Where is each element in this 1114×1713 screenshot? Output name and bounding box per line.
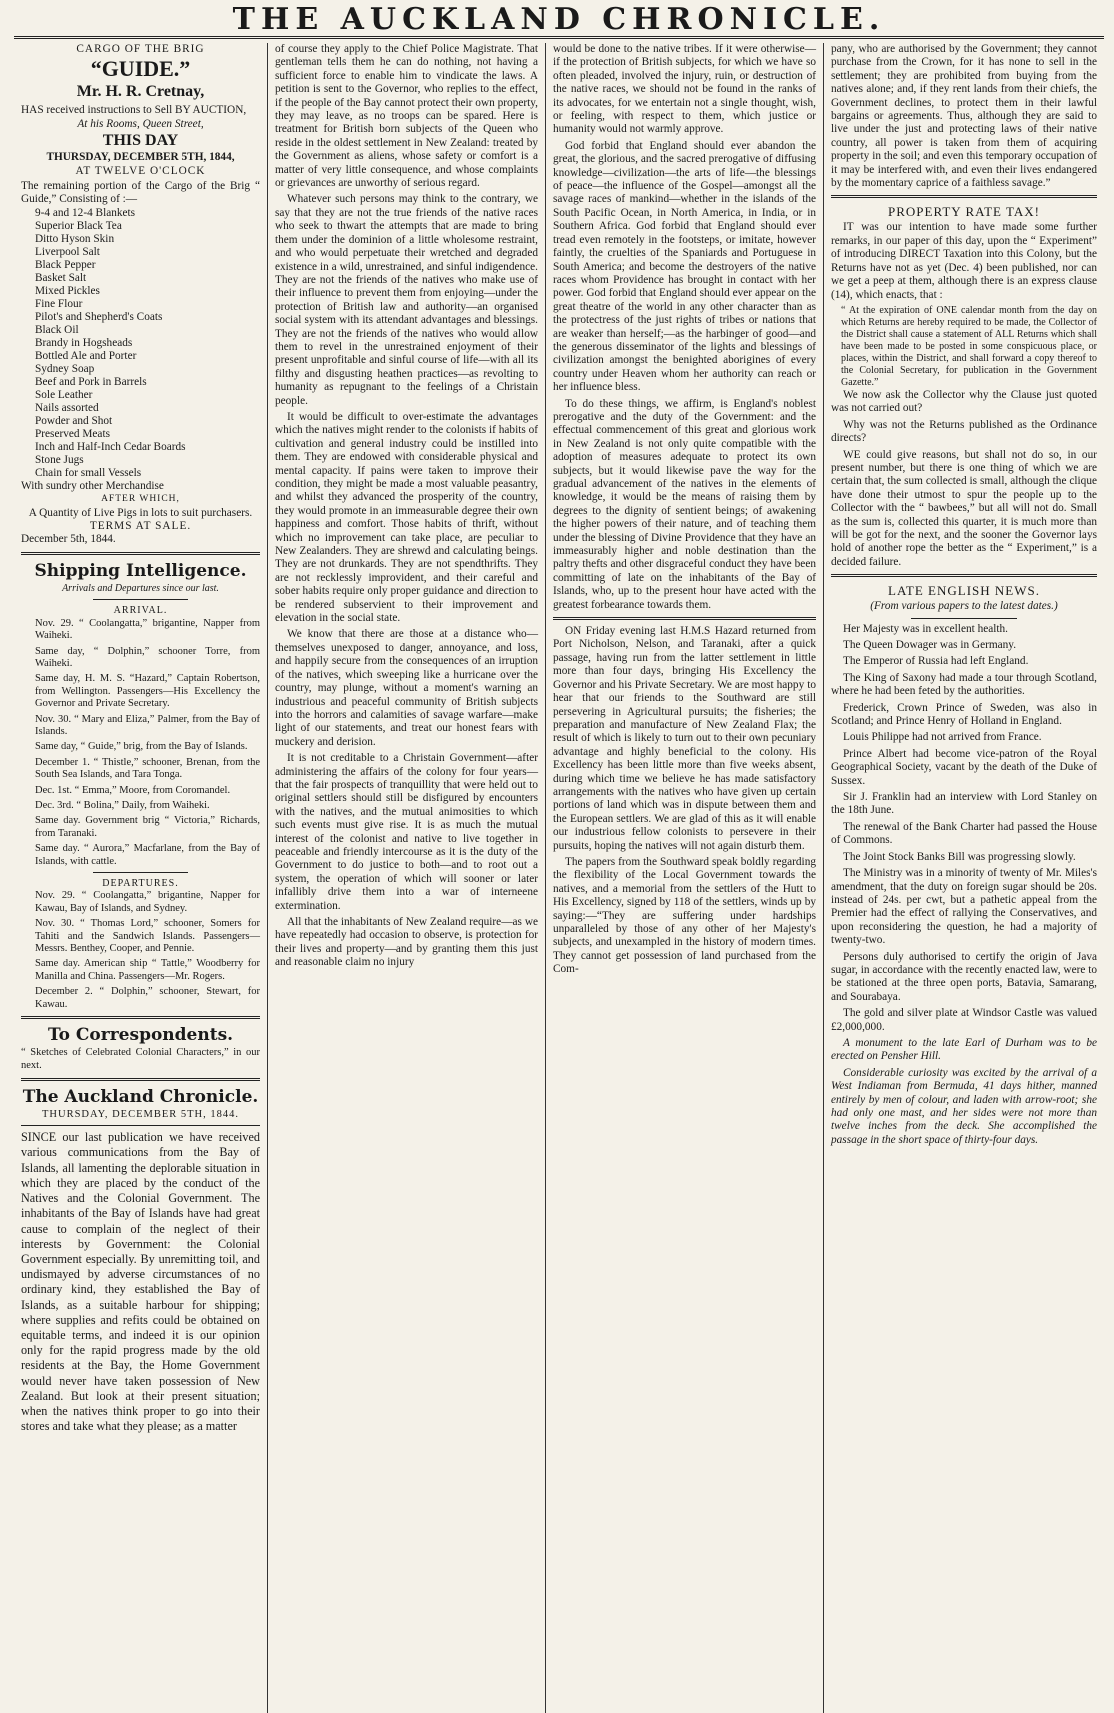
news-item: The Emperor of Russia had left England. bbox=[843, 655, 1029, 668]
ad-sundry: With sundry other Merchandise bbox=[21, 479, 164, 492]
news-item: Prince Albert had become vice-patron of the Royal Geographical Society, vacant by the death of the Duke of Sussex. bbox=[831, 747, 1097, 787]
list-item: Ditto Hyson Skin bbox=[35, 232, 115, 245]
arrival-entry: Nov. 30. “ Mary and Eliza,” Palmer, from the Bay of Islands. bbox=[35, 713, 260, 737]
english-news-section bbox=[831, 582, 1097, 1147]
news-item: Frederick, Crown Prince of Sweden, was also in Scotland; and Prince Henry of Holland in England. bbox=[831, 701, 1097, 728]
ad-title: “GUIDE.” bbox=[90, 56, 191, 82]
departure-entry: December 2. “ Dolphin,” schooner, Stewart, for Kawau. bbox=[35, 986, 260, 1010]
divider bbox=[21, 1078, 260, 1081]
english-news-title: LATE ENGLISH NEWS. bbox=[888, 583, 1040, 599]
arrival-entry: Nov. 29. “ Coolangatta,” brigantine, Napper from Waiheki. bbox=[35, 617, 260, 642]
departure-entry: Nov. 29. “ Coolangatta,” brigantine, Napper for Kawau, Bay of Islands, and Sydney. bbox=[35, 890, 260, 914]
ad-heading: CARGO OF THE BRIG bbox=[76, 43, 205, 55]
news-item: Her Majesty was in excellent health. bbox=[843, 622, 1009, 635]
list-item: Fine Flour bbox=[35, 297, 83, 310]
editorial-paragraph: God forbid that England should ever abandon the great, the glorious, and the sacred prerogative of diffusing knowledge—civilization—the arts of life—the blessings of peace—the influence of the Gospel—amongst all the savage races of mankind—whether in the islands of the South Pacific Ocean, in North America, in India, or in Southern Africa. God forbid that England should ever tread even remotely in the footsteps, or imitate, however faintly, the cruelties of the Spaniards and Portuguese in South America; and become the destroyers of the native races whom Providence has brought in contact with her power. God forbid that England should ever appear on the great theatre of the world in any other character than as the protectress of the just rights of tribes or nations that are weaker than herself;—as the harbinger of good—and the generous disseminator of the lights and blessings of civilization amongst the benighted aborigines of every country under Heaven whom her authority can reach or her influence bless. bbox=[553, 139, 816, 394]
ad-date: THURSDAY, DECEMBER 5TH, 1844, bbox=[46, 151, 235, 164]
editorial-section bbox=[21, 1086, 260, 1434]
memorial-continuation: pany, who are authorised by the Government; they cannot purchase from the Crown, for it has none to sell in the settlement; they are prohibited from buying from the natives alone; and, if they rent lands from their chiefs, the Government declines, to protect them in their lawful bargains or agreements. Thus, although they are said to live under the just and protecting laws of their native country, all power is taken from them of acquiring property in the soil; and even this temporary occupation of it may be interfered with, and even their lives endangered by the momentary caprice of a faithless savage.” bbox=[831, 43, 1097, 190]
list-item: Bottled Ale and Porter bbox=[35, 349, 137, 362]
property-tax-title: PROPERTY RATE TAX! bbox=[888, 204, 1040, 220]
editorial-paragraph: of course they apply to the Chief Police Magistrate. That gentleman tells them he can do nothing, not having a sufficient force to enable him to vindicate the laws. A petition is sent to the Governor, who replies to the effect, if the people of the Bay cannot protect their own property, they may leave, as no troops can be spared. Here is treatment for British born subjects of the Queen who reside in the oldest settlement in New Zealand: treated by the Government as aliens, whose safety or comfort is a matter of very little consequence, and whose complaints or grievances are unworthy of serious regard. bbox=[275, 43, 538, 190]
departure-entry: Nov. 30. “ Thomas Lord,” schooner, Somers for Tahiti and the Sandwich Islands. Passengers—Messrs. Benthey, Cooper, and Pennie. bbox=[35, 918, 260, 955]
editorial-paragraph: Whatever such persons may think to the contrary, we say that they are not the true friends of the native races who seek to thwart the attempts that are made to bring them under the dominion of a little wholesome restraint, and who would perpetuate their wretched and degraded existence in a wild, unrestrained, and sinful indigendence. They are not the friends of the natives who make use of their influence to prevent them from enjoying—under the protection of British law and authority—an organised social system with its attendant advantages and blessings. They are not the friends of the natives who would allow them to revel in the unrestrained enjoyment of their present unprofitable and sinful course of life—with all its filthy and disgusting heathen practices—as revolting to humanity as repugnant to the feelings of a Christain people. bbox=[275, 193, 538, 407]
list-item: Black Oil bbox=[35, 323, 79, 336]
arrival-entry: Same day. “ Aurora,” Macfarlane, from the Bay of Islands, with cattle. bbox=[35, 843, 260, 867]
papers-paragraph: The papers from the Southward speak boldly regarding the flexibility of the Local Government towards the natives, and a memorial from the settlers of the Hutt to His Excellency, signed by 118 of the settlers, winds up by saying:—“They are suffering under hardships unparalleled by those of any other of her Majesty's subjects, and unexampled in the history of modern times. They cannot get possession of land purchased from the Com- bbox=[553, 855, 816, 976]
editorial-paragraph: It is not creditable to a Christain Government—after administering the affairs of the colony for four years—that the fair prospects of tranquillity that were held out to original settlers should still be disfigured by encounters with the natives, and the mutual animosities to which such events must give rise. It is as much the mutual interest of the colonist and native to live together in peaceable and friendly intercourse as it is the duty of the Government to do justice to both—and to root out a system, the operation of which will sooner or later infallibly drive them into a war of interneene extermination. bbox=[275, 752, 538, 912]
ad-pigs: A Quantity of Live Pigs in lots to suit purchasers. bbox=[28, 506, 253, 519]
list-item: Preserved Meats bbox=[35, 427, 110, 440]
divider bbox=[21, 1016, 260, 1019]
news-item: The renewal of the Bank Charter had passed the House of Commons. bbox=[831, 820, 1097, 847]
divider bbox=[21, 1125, 260, 1126]
divider bbox=[21, 552, 260, 555]
arrival-entry: Dec. 3rd. “ Bolina,” Daily, from Waiheki. bbox=[35, 799, 210, 811]
hazard-paragraph: ON Friday evening last H.M.S Hazard returned from Port Nicholson, Nelson, and Taranaki, after a quick passage, having run from the latter settlement in little more than four days, bringing His Excellency the Governor and his Private Secretary. We are most happy to hear that our friends to the Southward are still persevering in Agricultural pursuits; the fisheries; the preparation and manufacture of New Zealand Flax; the result of which is likely to turn out to their own pecuniary advantage and highly beneficial to the colony. His Excellency has been little more than five weeks absent, during which time we believe he has made satisfactory arrangements with the natives who have given up certain portions of land which was in dispute between them and the European settlers. We are glad of this as it will enable our industrious fellow colonists to persevere in their pursuits, hoping the natives will not again disturb them. bbox=[553, 625, 816, 852]
divider bbox=[553, 617, 816, 620]
divider bbox=[93, 599, 189, 600]
editorial-paragraph: would be done to the native tribes. If it were otherwise—if the protection of British subjects, for which we have so often pleaded, involved the injury, ruin, or destruction of the native races, we should not be found in the ranks of its advocates, for we entertain not a single thought, wish, or feeling, with respect to them, which justice or humanity would not warmly approve. bbox=[553, 43, 816, 136]
editorial-date: THURSDAY, DECEMBER 5TH, 1844. bbox=[41, 1108, 240, 1120]
divider bbox=[831, 195, 1097, 198]
divider bbox=[831, 574, 1097, 577]
shipping-intelligence bbox=[21, 560, 260, 1011]
list-item: Sydney Soap bbox=[35, 362, 95, 375]
ad-intro: HAS received instructions to Sell BY AUCTION, bbox=[21, 104, 247, 117]
english-news-subtitle: (From various papers to the latest dates.) bbox=[870, 600, 1058, 613]
arrival-entry: Same day, “ Dolphin,” schooner Torre, from Waiheki. bbox=[35, 645, 260, 669]
property-tax-paragraph: We now ask the Collector why the Clause just quoted was not carried out? bbox=[831, 388, 1097, 415]
ad-item-list bbox=[21, 207, 260, 480]
ad-dated: December 5th, 1844. bbox=[21, 533, 116, 546]
editorial-paragraph: It would be difficult to over-estimate the advantages which the natives might render to the colonists if habits of cultivation and general industry could be instilled into them. They are endowed with considerable physical and mental capacity. If pains were taken to improve their condition, they might be made a most valuable peasantry, and whilst they advanced the prosperity of the country, they would promote in an immeasurable degree their own happiness and comfort. Those habits of thrift, without which no improvement can take place, are peculiar to New Zealanders. They are shrewd and calculating beings. They are not drunkards. They are not spendthrifts. They are not recklessly improvident, and their careful and sober habits require only proper guidance and direction to be rendered subservient to their improvement and elevation in the social state. bbox=[275, 410, 538, 625]
arrival-heading: ARRIVAL. bbox=[113, 605, 168, 617]
list-item: Superior Black Tea bbox=[35, 219, 122, 232]
divider bbox=[911, 618, 1017, 619]
list-item: Chain for small Vessels bbox=[35, 466, 142, 479]
editorial-paragraph: All that the inhabitants of New Zealand require—as we have repeatedly had occasion to observe, is protection for their lives and property—and by granting them this just and reasonable claim no injury bbox=[275, 916, 538, 969]
column-1 bbox=[14, 43, 268, 1713]
list-item: Sole Leather bbox=[35, 388, 93, 401]
news-item: The Ministry was in a minority of twenty of Mr. Miles's amendment, that the duty on foreign sugar should be 20s. instead of 24s. per cwt, but a pathetic appeal from the Premier had the effect of rallying the Conservatives, and upon reconsidering the question, he had a majority of twenty-two. bbox=[831, 867, 1097, 947]
arrival-entry: December 1. “ Thistle,” schooner, Brenan, from the South Sea Islands, and Tara Tonga. bbox=[35, 756, 260, 781]
news-item: A monument to the late Earl of Durham was to be erected on Pensher Hill. bbox=[831, 1036, 1097, 1063]
news-item: Considerable curiosity was excited by the arrival of a West Indiaman from Bermuda, 41 days hither, manned entirely by men of colour, and laden with arrow-root; she had only one mast, and her sides were not more than twelve inches from the deck. She accomplished the passage in the short space of thirty-four days. bbox=[831, 1066, 1097, 1146]
ad-after-which: AFTER WHICH, bbox=[101, 494, 180, 505]
shipping-subtitle: Arrivals and Departures since our last. bbox=[62, 582, 219, 594]
news-item: Persons duly authorised to certify the origin of Java sugar, in accordance with the recently enacted law, were to be stationed at the three open ports, Batavia, Samarang, and Sourabaya. bbox=[831, 950, 1097, 1003]
correspondents-section bbox=[21, 1024, 260, 1073]
ad-location: At his Rooms, Queen Street, bbox=[77, 117, 204, 130]
auction-advertisement bbox=[21, 43, 260, 547]
editorial-paragraph: To do these things, we affirm, is England's noblest prerogative and the duty of the Government: and the effectual commencement of this great and glorious work in New Zealand is not only quite compatible with the adoption of measures adequate to protect its own subjects, but it would likewise pave the way for the gradual advancement of the natives in the elements of knowledge, it would be the means of raising them by degrees to the dignity of sentient beings; of awakening the higher powers of their nature, and of teaching them under the blessing of Divine Providence that they have an immeasurably higher and noble destination than the paltry thefts and other disgraceful conduct they have been committing of late on the inhabitants of the Bay of Islands, who, up to the present hour have acted with the greatest forbearance towards them. bbox=[553, 397, 816, 611]
correspondents-title: To Correspondents. bbox=[47, 1025, 234, 1046]
property-tax-paragraph: IT was our intention to have made some further remarks, in our paper of this day, upon the “ Experiment” of introducing DIRECT Taxation into this Colony, but the Returns have not as yet (Dec. 4) been published, nor can we get a peep at them, although there is an express clause (14), which enacts, that : bbox=[831, 221, 1097, 301]
editorial-paragraph: We know that there are those at a distance who—themselves unexposed to danger, annoyance, and loss, and happily secure from the consequences of an irruption of the natives, which sweeping like a hurricane over the country, may plunge, without a moment's warning an industrious and peaceful community of British subjects into the horrors and calamities of savage warfare—make light of our statements, and treat our honest fears with muckery and derision. bbox=[275, 628, 538, 748]
divider bbox=[93, 872, 189, 873]
departure-heading: DEPARTURES. bbox=[102, 878, 179, 889]
arrival-entry: Same day. Government brig “ Victoria,” Richards, from Taranaki. bbox=[35, 815, 260, 839]
column-4 bbox=[824, 43, 1104, 1713]
list-item: Mixed Pickles bbox=[35, 284, 100, 297]
news-item: The Queen Dowager was in Germany. bbox=[843, 639, 1017, 651]
property-tax-paragraph: Why was not the Returns published as the Ordinance directs? bbox=[831, 418, 1097, 445]
arrival-entry: Same day, “ Guide,” brig, from the Bay of Islands. bbox=[35, 741, 248, 753]
news-item: Louis Philippe had not arrived from France. bbox=[843, 731, 1042, 744]
news-item: The Joint Stock Banks Bill was progressing slowly. bbox=[843, 850, 1076, 863]
correspondents-text: “ Sketches of Celebrated Colonial Characters,” in our next. bbox=[21, 1047, 260, 1072]
list-item: Powder and Shot bbox=[35, 414, 113, 427]
news-item: Sir J. Franklin had an interview with Lord Stanley on the 18th June. bbox=[831, 791, 1097, 817]
ad-time: AT TWELVE O'CLOCK bbox=[75, 164, 206, 177]
ad-terms: TERMS AT SALE. bbox=[89, 520, 192, 533]
list-item: Inch and Half-Inch Cedar Boards bbox=[35, 440, 186, 453]
property-tax-quote: “ At the expiration of ONE calendar month from the day on which Returns are hereby required to be made, the Collector of the District shall cause a statement of ALL Returns which shall have been made to be posted in some conspicuous place, or places, within the District, and shall forward a copy thereof to the Colonial Secretary, for publication in the Government Gazette.” bbox=[841, 304, 1097, 388]
list-item: Brandy in Hogsheads bbox=[35, 336, 133, 349]
arrival-entry: Dec. 1st. “ Emma,” Moore, from Coromandel. bbox=[35, 784, 231, 796]
list-item: Black Pepper bbox=[35, 258, 96, 271]
column-3 bbox=[546, 43, 824, 1713]
news-item: The King of Saxony had made a tour through Scotland, where he had been feted by the authorities. bbox=[831, 671, 1097, 698]
arrival-entry: Same day, H. M. S. “Hazard,” Captain Robertson, from Wellington. Passengers—His Excellency the Governor and Private Secretary. bbox=[35, 673, 260, 710]
departure-entry: Same day. American ship “ Tattle,” Woodberry for Manilla and China. Passengers—Mr. Rogers. bbox=[35, 958, 260, 982]
news-item: The gold and silver plate at Windsor Castle was valued £2,000,000. bbox=[831, 1007, 1097, 1033]
columns bbox=[14, 43, 1104, 1713]
property-tax-paragraph: WE could give reasons, but shall not do so, in our present number, but there is one thing of which we are certain that, the sum collected is small, although the clique have done their utmost to spur the people up to the Collector with the “ bawbees,” but all will not do. Small as the sum is, collected this quarter, it is much more than will be got for the next, and the sooner the Governor lays hold of another rope the better as the “ Experiment,” is a decided failure. bbox=[831, 448, 1097, 568]
editorial-title: The Auckland Chronicle. bbox=[22, 1086, 259, 1107]
list-item: Beef and Pork in Barrels bbox=[35, 375, 147, 388]
ad-auctioneer: Mr. H. R. Cretnay, bbox=[76, 83, 205, 101]
column-2 bbox=[268, 43, 546, 1713]
ad-this-day: THIS DAY bbox=[102, 132, 179, 150]
editorial-paragraph: SINCE our last publication we have received various communications from the Bay of Islands, all lamenting the deplorable situation in which they are placed by the conduct of the Natives and the Colonial Government. The inhabitants of the Bay of Islands have had great cause to complain of the neglect of their interests by Government: the Colonial Government especially. By unremitting toil, and undismayed by adverse circumstances of no ordinary kind, they established the Bay of Islands, as a suitable harbour for shipping; where supplies and refits could be obtained on equitable terms, and indeed it is our opinion only for the rapid progress made by the old residents at the Bay, the Home Government would never have taken possession of New Zealand. But look at their present situation; when the natives think proper to go into their stores and take what they please; as a matter bbox=[21, 1130, 260, 1434]
ad-remaining: The remaining portion of the Cargo of the Brig “ Guide,” Consisting of :— bbox=[21, 180, 260, 206]
list-item: Pilot's and Shepherd's Coats bbox=[35, 310, 163, 323]
list-item: Nails assorted bbox=[35, 401, 99, 414]
list-item: Liverpool Salt bbox=[35, 245, 100, 258]
list-item: 9-4 and 12-4 Blankets bbox=[35, 206, 136, 219]
list-item: Stone Jugs bbox=[35, 453, 84, 466]
property-tax-section bbox=[831, 203, 1097, 569]
shipping-title: Shipping Intelligence. bbox=[34, 560, 247, 581]
list-item: Basket Salt bbox=[35, 271, 87, 284]
masthead: THE AUCKLAND CHRONICLE. bbox=[14, 4, 1104, 39]
